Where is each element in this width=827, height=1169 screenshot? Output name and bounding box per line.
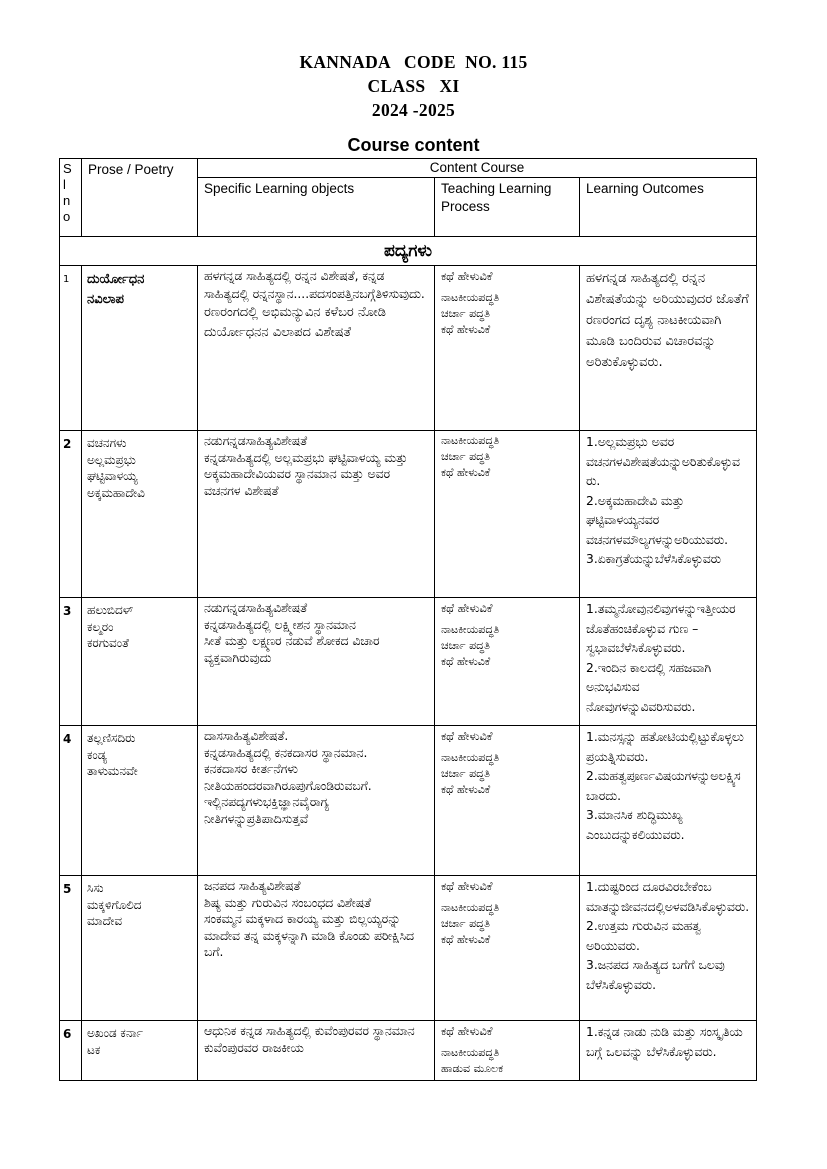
teaching-method: ಕಥೆ ಹೇಳುವಿಕೆ — [441, 1024, 493, 1038]
poem-title-line: ತಾಳುಮನವೇ — [87, 764, 138, 778]
learning-outcomes-cell — [580, 431, 757, 598]
poem-title-line: ಅಕ್ಕಮಹಾದೇವಿ — [87, 485, 145, 500]
learning-object: ನಡುಗನ್ನಡಸಾಹಿತ್ಯವಿಶೇಷತೆ — [204, 601, 308, 615]
learning-object: ಇಲ್ಲಿನಪದ್ಯಗಳುಭಕ್ತಿಜ್ಞಾನವೈರಾಗ್ಯ ನೀತಿಗಳನ್ನುಪ್ರತಿಪಾದಿಸುತ್ತವೆ — [204, 795, 329, 826]
learning-object: ದಾಸಸಾಹಿತ್ಯವಿಶೇಷತೆ. — [204, 729, 289, 743]
poem-title-line: ಅಖಂಡ ಕರ್ನಾ — [87, 1026, 143, 1040]
teaching-method: ಚರ್ಚಾ ಪದ್ಧತಿ — [441, 767, 490, 780]
learning-outcome: 1.ಕನ್ನಡ ನಾಡು ನುಡಿ ಮತ್ತು ಸಂಸ್ಕೃತಿಯ ಬಗ್ಗೆ ಒಲವನ್ನು ಬೆಳೆಸಿಕೊಳ್ಳುವರು. — [586, 1025, 743, 1059]
sno-header-char: n — [63, 193, 71, 208]
content-course-header: Content Course — [198, 159, 757, 178]
teaching-method: ನಾಟಕೀಯಪದ್ಧತಿ — [441, 751, 500, 764]
poem-title-line: ನವಿಲಾಪ — [87, 292, 124, 307]
learning-objects-cell — [198, 431, 435, 598]
learning-outcomes-header: Learning Outcomes — [580, 178, 757, 237]
poem-title — [82, 598, 198, 726]
table-row — [60, 431, 757, 598]
learning-object: ಜನಪದ ಸಾಹಿತ್ಯವಿಶೇಷತೆ — [204, 879, 301, 893]
learning-outcome: 2.ಮಹತ್ವಪೂರ್ಣವಿಷಯಗಳನ್ನುಅಲಕ್ಷ್ಯಿಸಬಾರದು. — [586, 769, 741, 803]
learning-outcome: 3.ಜನಪದ ಸಾಹಿತ್ಯದ ಬಗೆಗೆ ಒಲವು ಬೆಳೆಸಿಕೊಳ್ಳುವರು. — [586, 958, 725, 992]
sno-header-char: S — [63, 161, 72, 176]
poem-title-line: ಕಲ್ಮರಂ — [87, 619, 114, 634]
learning-outcome: 1.ತಮ್ಮನೋವುನಲಿವುಗಳನ್ನುಇತ್ತೀಯರಜೊತೆಹಂಚಿಕೊಳ್ಳುವ ಗುಣ – ಸ್ವಭಾವಬೆಳೆಸಿಕೊಳ್ಳುವರು. — [586, 602, 736, 655]
learning-outcome: 1.ಮನಸ್ಸನ್ನು ಹತೋಟಿಯಲ್ಲಿಟ್ಟುಕೊಳ್ಳಲು ಪ್ರಯತ್ನಿಸುವರು. — [586, 730, 744, 764]
learning-outcomes-cell — [580, 598, 757, 726]
teaching-process-cell — [435, 876, 580, 1021]
learning-outcome: 1.ಅಲ್ಲಮಪ್ರಭು ಅವರ ವಚನಗಳವಿಶೇಷತೆಯನ್ನುಅರಿತುಕೊಳ್ಳುವರು. — [586, 435, 740, 488]
teaching-process-cell — [435, 726, 580, 876]
row-number: 4 — [60, 726, 82, 876]
teaching-method: ನಾಟಕೀಯಪದ್ಧತಿ — [441, 901, 500, 914]
learning-outcomes-cell — [580, 1021, 757, 1081]
poem-title-line: ಸಿಸು — [87, 881, 104, 895]
learning-object: ಕನ್ನಡಸಾಹಿತ್ಯದಲ್ಲಿ ಲಕ್ಷ್ಮೀಶನ ಸ್ಥಾನಮಾನ — [204, 617, 356, 632]
learning-object: ರಣರಂಗದಲ್ಲಿ ಅಭಿಮನ್ಯುವಿನ ಕಳೆಬರ ನೋಡಿ ದುರ್ಯೋಧನನ ವಿಲಾಪದ ವಿಶೇಷತೆ — [204, 305, 386, 340]
learning-object: ಕುವೆಂಪುರವರ ರಾಜಕೀಯ — [204, 1040, 304, 1055]
teaching-method: ಹಾಡುವ ಮೂಲಕ — [441, 1062, 504, 1075]
teaching-method: ನಾಟಕೀಯಪದ್ಧತಿ — [441, 434, 500, 447]
poem-title-line: ತಲ್ಲಣಿಸದಿರು — [87, 731, 136, 745]
course-content-table — [59, 158, 757, 1081]
sno-header-char: l — [63, 177, 66, 192]
header-row-1 — [60, 159, 757, 178]
teaching-method: ಕಥೆ ಹೇಳುವಿಕೆ — [441, 783, 491, 796]
teaching-method: ಕಥೆ ಹೇಳುವಿಕೆ — [441, 323, 491, 336]
year-heading: 2024 -2025 — [371, 100, 456, 120]
sno-header-char: o — [63, 209, 71, 224]
learning-object: ಸೀತೆ ಮತ್ತು ಲಕ್ಷ್ಮಣರ ನಡುವೆ ಶೋಕದ ವಿಚಾರ ವ್ಯಕ್ತವಾಗಿರುವುದು — [204, 634, 380, 665]
table-row — [60, 598, 757, 726]
teaching-method: ಕಥೆ ಹೇಳುವಿಕೆ — [441, 933, 491, 946]
sno-header — [60, 159, 82, 237]
learning-outcome: ಹಳಗನ್ನಡ ಸಾಹಿತ್ಯದಲ್ಲಿ ರನ್ನನ ವಿಶೇಷತೆಯನ್ನು ಅರಿಯುವುದರ ಜೊತೆಗೆ ರಣರಂಗದ ದೃಶ್ಯ ನಾಟಕೀಯವಾಗಿ ಮೂಡಿ ಬಂದಿರುವ ವಿಚಾರವನ್ನು ಅರಿತುಕೊಳ್ಳುವರು. — [586, 271, 749, 370]
learning-outcome: 2.ಇಂದಿನ ಕಾಲದಲ್ಲಿ ಸಹಜವಾಗಿ ಅನುಭವಿಸುವ ನೋವುಗಳನ್ನುವಿವರಿಸುವರು. — [586, 660, 712, 714]
learning-object: ಶಿಷ್ಯ ಮತ್ತು ಗುರುವಿನ ಸಂಬಂಧದ ವಿಶೇಷತೆ — [204, 895, 372, 910]
teaching-method: ಚರ್ಚಾ ಪದ್ಧತಿ — [441, 917, 490, 930]
teaching-method: ಕಥೆ ಹೇಳುವಿಕೆ — [441, 601, 493, 615]
teaching-method: ಚರ್ಚಾ ಪದ್ಧತಿ — [441, 450, 490, 463]
learning-object: ಕನ್ನಡಸಾಹಿತ್ಯದಲ್ಲಿ ಅಲ್ಲಮಪ್ರಭು ಘಟ್ಟಿವಾಳಯ್ಯ ಮತ್ತು ಅಕ್ಕಮಹಾದೇವಿಯವರ ಸ್ಥಾನಮಾನ ಮತ್ತು ಅವರ ವಚನಗಳ ವಿಶೇಷತೆ — [204, 450, 408, 498]
poem-title — [82, 726, 198, 876]
learning-object: ಕನಕದಾಸರ ಕೀರ್ತನೆಗಳು ನೀತಿಯಹಂದರವಾಗಿರೂಪುಗೊಂಡಿರುವಬಗೆ. — [204, 762, 372, 793]
teaching-process-cell — [435, 266, 580, 431]
teaching-method: ನಾಟಕೀಯಪದ್ಧತಿ — [441, 291, 500, 304]
row-number: 5 — [60, 876, 82, 1021]
specific-learning-objects-header: Specific Learning objects — [198, 178, 435, 237]
learning-outcome: 1.ದುಷ್ಟರಿಂದ ದೂರವಿರಬೇಕೆಂಬ ಮಾತನ್ನುಜೀವನದಲ್ಲಿಅಳವಡಿಸಿಕೊಳ್ಳುವರು. — [586, 880, 750, 914]
poem-title — [82, 1021, 198, 1081]
teaching-method: ಕಥೆ ಹೇಳುವಿಕೆ — [441, 729, 493, 743]
teaching-method: ಕಥೆ ಹೇಳುವಿಕೆ — [441, 466, 491, 479]
learning-objects-cell — [198, 266, 435, 431]
learning-outcome: 2.ಅಕ್ಕಮಹಾದೇವಿ ಮತ್ತು ಘಟ್ಟಿವಾಳಯ್ಯನವರ ವಚನಗಳಮೌಲ್ಯಗಳನ್ನುಅರಿಯುವರು. — [586, 493, 729, 547]
learning-objects-cell — [198, 876, 435, 1021]
teaching-learning-process-header: Teaching Learning Process — [435, 178, 580, 237]
teaching-method: ಚರ್ಚಾ ಪದ್ಧತಿ — [441, 307, 490, 320]
poem-title — [82, 876, 198, 1021]
table-row — [60, 1021, 757, 1081]
subject-code-heading: KANNADA CODE NO. 115 — [299, 52, 528, 72]
poem-title-line: ದುರ್ಯೋಧನ — [87, 272, 145, 287]
table-row — [60, 266, 757, 431]
learning-outcomes-cell — [580, 266, 757, 431]
poem-title — [82, 266, 198, 431]
learning-outcome: 2.ಉತ್ತಮ ಗುರುವಿನ ಮಹತ್ವ ಅರಿಯುವರು. — [586, 919, 701, 953]
section-title: ಪದ್ಯಗಳು — [60, 237, 757, 266]
poem-title-line: ಹಲುಬಿದಳ್ — [87, 603, 134, 617]
learning-objects-cell — [198, 598, 435, 726]
poem-title-line: ಮಕ್ಕಳಿಗೊಲಿದ — [87, 897, 142, 912]
row-number: 2 — [60, 431, 82, 598]
learning-outcomes-cell — [580, 876, 757, 1021]
prose-poetry-header: Prose / Poetry — [82, 159, 198, 237]
row-number: 6 — [60, 1021, 82, 1081]
learning-object: ಹಳಗನ್ನಡ ಸಾಹಿತ್ಯದಲ್ಲಿ ರನ್ನನ ವಿಶೇಷತೆ, ಕನ್ನಡ ಸಾಹಿತ್ಯದಲ್ಲಿ ರನ್ನನಸ್ಥಾನ....ಪದಸಂಪತ್ತಿನಬಗ್ಗೆತಿಳಿಸುವುದು. — [204, 269, 425, 301]
teaching-process-cell — [435, 1021, 580, 1081]
learning-object: ಸಂಕಮ್ಮನ ಮಕ್ಕಳಾದ ಕಾರಯ್ಯ ಮತ್ತು ಬಿಲ್ಲಯ್ಯರನ್ನು ಮಾದೇವ ತನ್ನ ಮಕ್ಕಳನ್ನಾಗಿ ಮಾಡಿ ಕೊಂಡು ಪರೀಕ್ಷಿಸಿದ ಬಗೆ. — [204, 912, 414, 959]
teaching-method: ನಾಟಕೀಯಪದ್ಧತಿ — [441, 1046, 500, 1059]
table-row — [60, 876, 757, 1021]
poem-title-line: ಟಕ — [87, 1042, 101, 1057]
poem-title-line: ವಚನಗಳು — [87, 436, 127, 450]
poem-title-line: ಕರಗುವಂತೆ — [87, 636, 129, 650]
teaching-method: ಕಥೆ ಹೇಳುವಿಕೆ — [441, 269, 493, 283]
learning-object: ನಡುಗನ್ನಡಸಾಹಿತ್ಯವಿಶೇಷತೆ — [204, 434, 308, 448]
learning-outcome: 3.ಏಕಾಗ್ರತೆಯನ್ನುಬೆಳೆಸಿಕೊಳ್ಳುವರು — [586, 552, 722, 566]
poem-title-line: ಘಟ್ಟಿವಾಳಯ್ಯ — [87, 469, 138, 483]
teaching-process-cell — [435, 431, 580, 598]
learning-outcomes-cell — [580, 726, 757, 876]
course-content-caption: Course content — [347, 135, 480, 155]
row-number: 1 — [60, 266, 82, 431]
teaching-method: ಕಥೆ ಹೇಳುವಿಕೆ — [441, 655, 491, 668]
document-header — [0, 50, 827, 122]
poem-title — [82, 431, 198, 598]
poem-title-line: ಅಲ್ಲಮಪ್ರಭು — [87, 452, 136, 467]
teaching-method: ಚರ್ಚಾ ಪದ್ಧತಿ — [441, 639, 490, 652]
row-number: 3 — [60, 598, 82, 726]
section-row — [60, 237, 757, 266]
poem-title-line: ಕಂಡ್ಯ — [87, 747, 108, 762]
table-row — [60, 726, 757, 876]
learning-outcome: 3.ಮಾನಸಿಕ ಶುದ್ಧಿಮುಖ್ಯ ಎಂಬುದನ್ನುಕಲಿಯುವರು. — [586, 808, 685, 842]
learning-object: ಕನ್ನಡಸಾಹಿತ್ಯದಲ್ಲಿ ಕನಕದಾಸರ ಸ್ಥಾನಮಾನ. — [204, 745, 368, 760]
learning-objects-cell — [198, 1021, 435, 1081]
learning-object: ಆಧುನಿಕ ಕನ್ನಡ ಸಾಹಿತ್ಯದಲ್ಲಿ ಕುವೆಂಪುರವರ ಸ್ಥಾನಮಾನ — [204, 1024, 415, 1038]
teaching-method: ಕಥೆ ಹೇಳುವಿಕೆ — [441, 879, 493, 893]
learning-objects-cell — [198, 726, 435, 876]
teaching-method: ನಾಟಕೀಯಪದ್ಧತಿ — [441, 623, 500, 636]
teaching-process-cell — [435, 598, 580, 726]
class-heading: CLASS XI — [367, 76, 460, 96]
poem-title-line: ಮಾದೇವ — [87, 914, 123, 928]
